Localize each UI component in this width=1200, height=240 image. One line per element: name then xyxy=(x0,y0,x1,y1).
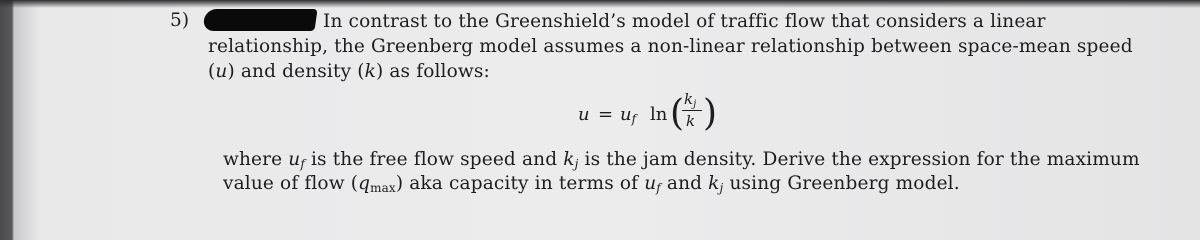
document-page: 5) In contrast to the Greenshield’s model of traffic flow that considers a linear relationship, the Greenberg model assumes a non-linear relationship between space-mean speed (u) and density (k) as follows: u = $u_f$ ln ( $k_j$ k ) where $u_f$ is the free flow speed and $k_j$ is the jam density. Derive the expression for the maximum value of flow $(q_{max})$ aka capacity in terms of $u_f$ and $k_j$ using Greenberg model. xyxy=(0,0,1200,224)
page-shadow xyxy=(0,0,1200,8)
question-line-2: relationship, the Greenberg model assumes a non-linear relationship between space-mean speed xyxy=(208,36,1133,57)
redaction-mark xyxy=(202,9,317,31)
question-line-3: (u) and density (k) as follows: xyxy=(208,61,490,82)
question-line-5: where $u_f$ is the free flow speed and $k_j$ is the jam density. Derive the expression for the maximum xyxy=(223,149,1140,171)
question-line-6: value of flow $(q_{max})$ aka capacity in terms of $u_f$ and $k_j$ using Greenberg model. xyxy=(223,173,960,195)
question-number: 5) xyxy=(170,10,190,31)
question-line-1: In contrast to the Greenshield’s model of traffic flow that considers a linear xyxy=(323,11,1046,32)
